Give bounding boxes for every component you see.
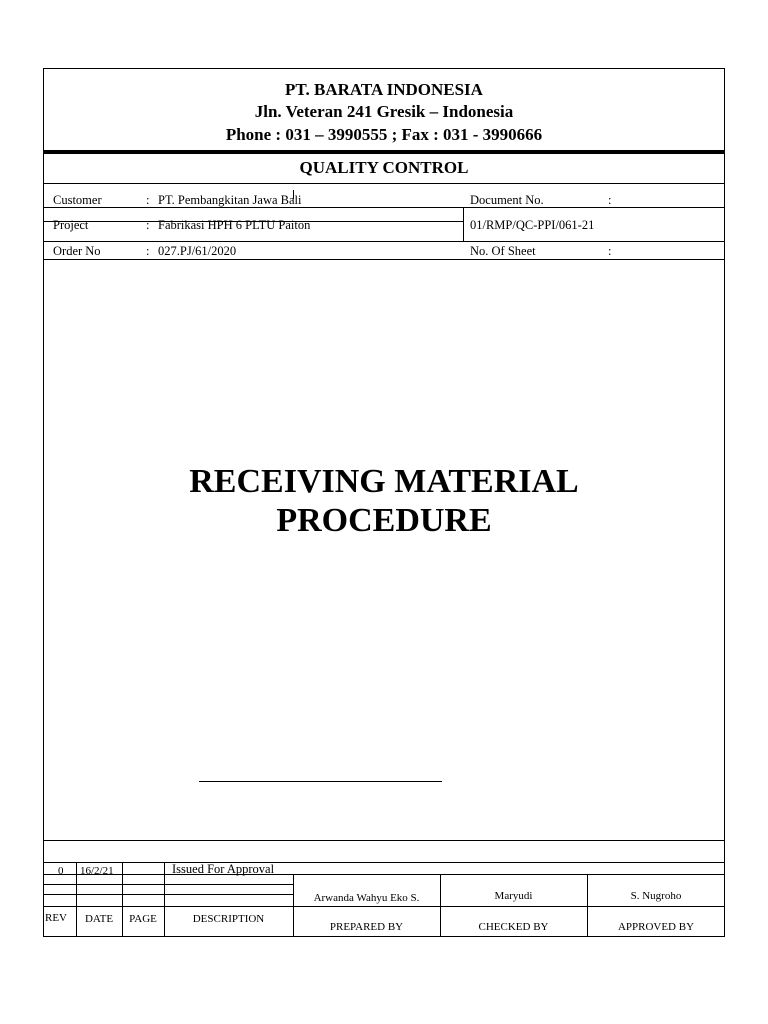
rule: [43, 874, 725, 875]
sheet-label: No. Of Sheet: [470, 244, 536, 258]
rule: [43, 862, 725, 863]
signature-line: [199, 781, 442, 782]
rule: [43, 183, 725, 184]
col-page: PAGE: [129, 913, 157, 925]
colon: :: [146, 244, 150, 258]
customer-value: PT. Pembangkitan Jawa Bali: [158, 193, 302, 207]
company-name: PT. BARATA INDONESIA: [285, 80, 483, 99]
col-rev: REV: [45, 912, 67, 924]
rev-date: 16/2/21: [80, 865, 114, 877]
rev-number: 0: [58, 865, 64, 877]
company-contact: Phone : 031 – 3990555 ; Fax : 031 - 3990666: [225, 125, 543, 144]
rev-description: Issued For Approval: [172, 862, 275, 876]
colon: :: [146, 193, 150, 207]
colon: :: [146, 218, 150, 232]
rule: [43, 241, 725, 242]
document-title-line2: PROCEDURE: [276, 502, 492, 539]
rule: [164, 862, 165, 937]
colon: :: [608, 193, 612, 207]
order-label: Order No: [53, 244, 101, 258]
docno-label: Document No.: [470, 193, 544, 207]
project-label: Project: [53, 218, 89, 232]
col-checked: CHECKED BY: [478, 921, 549, 933]
order-value: 027.PJ/61/2020: [158, 244, 237, 258]
prepared-name: Arwanda Wahyu Eko S.: [313, 892, 420, 904]
header-thick-rule: [43, 150, 725, 154]
colon: :: [608, 244, 612, 258]
rule: [43, 840, 725, 841]
rule: [43, 894, 293, 895]
approved-name: S. Nugroho: [630, 890, 682, 902]
project-value: Fabrikasi HPH 6 PLTU Paiton: [158, 218, 311, 232]
rule: [463, 207, 464, 241]
rule: [76, 862, 77, 937]
col-prepared: PREPARED BY: [329, 921, 404, 933]
customer-label: Customer: [53, 193, 102, 207]
rule: [43, 906, 725, 907]
rule: [43, 259, 725, 260]
col-description: DESCRIPTION: [192, 913, 265, 925]
col-approved: APPROVED BY: [617, 921, 695, 933]
rule: [122, 862, 123, 937]
company-address: Jln. Veteran 241 Gresik – Indonesia: [254, 102, 514, 121]
col-date: DATE: [84, 913, 114, 925]
checked-name: Maryudi: [494, 890, 533, 902]
department-title: QUALITY CONTROL: [299, 158, 469, 177]
docno-value: 01/RMP/QC-PPI/061-21: [470, 218, 595, 232]
rule: [43, 207, 725, 208]
document-title-line1: RECEIVING MATERIAL: [189, 463, 579, 500]
rule: [43, 884, 293, 885]
